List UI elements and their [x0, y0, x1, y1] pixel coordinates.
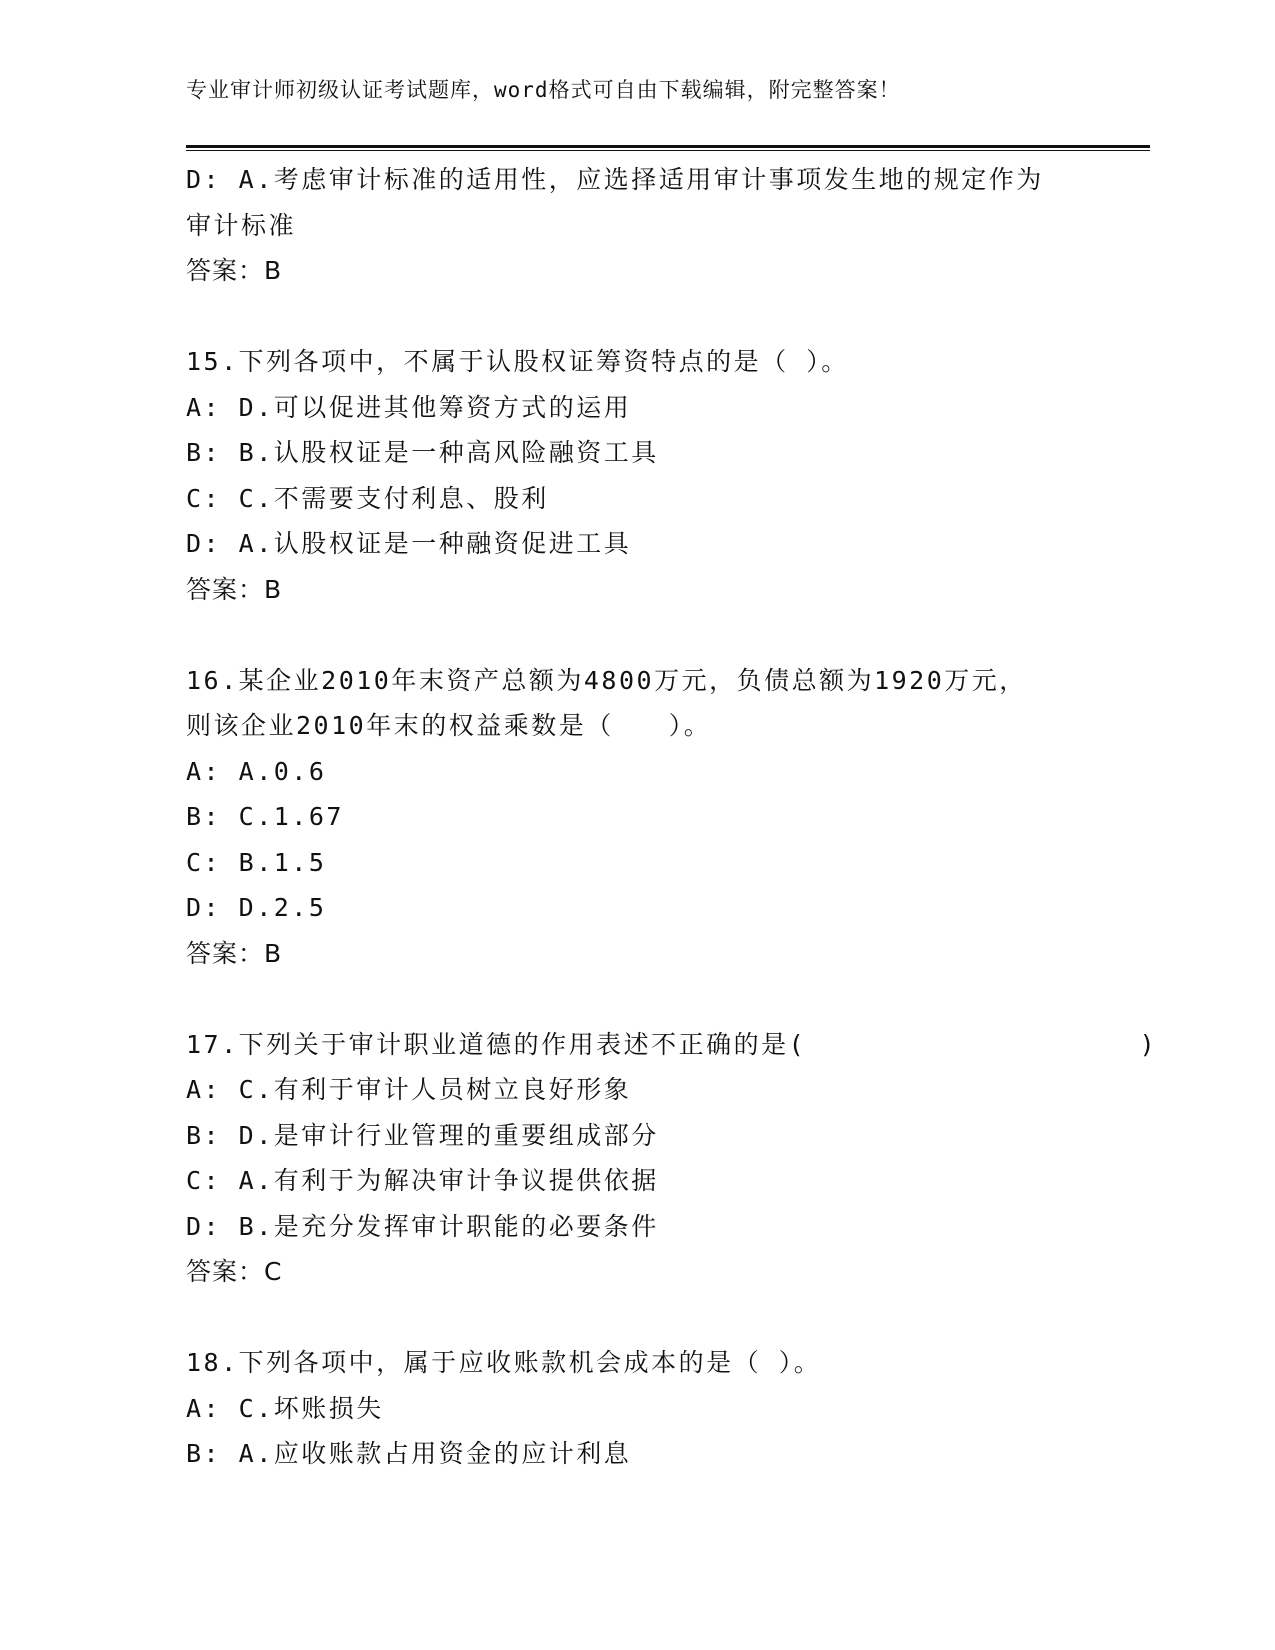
- option-d: D: B.是充分发挥审计职能的必要条件: [186, 1211, 659, 1241]
- option-a: A: C.坏账损失: [186, 1393, 384, 1423]
- document-header: 专业审计师初级认证考试题库，word格式可自由下载编辑，附完整答案！: [186, 78, 901, 102]
- option-b: B: C.1.67: [186, 802, 344, 831]
- option-a: A: C.有利于审计人员树立良好形象: [186, 1075, 632, 1104]
- option-c: C: B.1.5: [186, 847, 327, 877]
- question-stem-line2: 则该企业2010年末的权益乘数是（ ）。: [186, 711, 712, 740]
- spacer: [186, 1295, 1086, 1341]
- document-body: [186, 157, 1158, 1477]
- spacer: [186, 294, 1086, 340]
- spacer: [186, 612, 1086, 658]
- header-rule-thin: [186, 150, 1150, 151]
- option-b: B: D.是审计行业管理的重要组成部分: [186, 1120, 659, 1150]
- answer-line: 答案：B: [186, 256, 283, 285]
- answer-line: 答案：B: [186, 938, 283, 968]
- question-stem-line1: 16.某企业2010年末资产总额为4800万元，负债总额为1920万元，: [186, 665, 1027, 695]
- option-d: D: D.2.5: [186, 893, 327, 922]
- answer-line: 答案：C: [186, 1257, 283, 1286]
- option-d-line1: D: A.考虑审计标准的适用性，应选择适用审计事项发生地的规定作为: [186, 165, 1044, 194]
- question-stem: 17.下列关于审计职业道德的作用表述不正确的是( ): [186, 1029, 1158, 1059]
- option-a: A: D.可以促进其他筹资方式的运用: [186, 392, 632, 422]
- option-d-line2: 审计标准: [186, 210, 297, 240]
- option-a: A: A.0.6: [186, 756, 327, 786]
- question-stem: 15.下列各项中，不属于认股权证筹资特点的是（ ）。: [186, 347, 849, 376]
- question-stem: 18.下列各项中，属于应收账款机会成本的是（ ）。: [186, 1348, 822, 1377]
- option-d: D: A.认股权证是一种融资促进工具: [186, 529, 632, 558]
- option-b: B: A.应收账款占用资金的应计利息: [186, 1439, 632, 1468]
- answer-line: 答案：B: [186, 574, 283, 604]
- spacer: [186, 976, 1086, 1022]
- header-rule-thick: [186, 145, 1150, 148]
- option-b: B: B.认股权证是一种高风险融资工具: [186, 438, 659, 467]
- option-c: C: A.有利于为解决审计争议提供依据: [186, 1166, 659, 1195]
- option-c: C: C.不需要支付利息、股利: [186, 483, 549, 513]
